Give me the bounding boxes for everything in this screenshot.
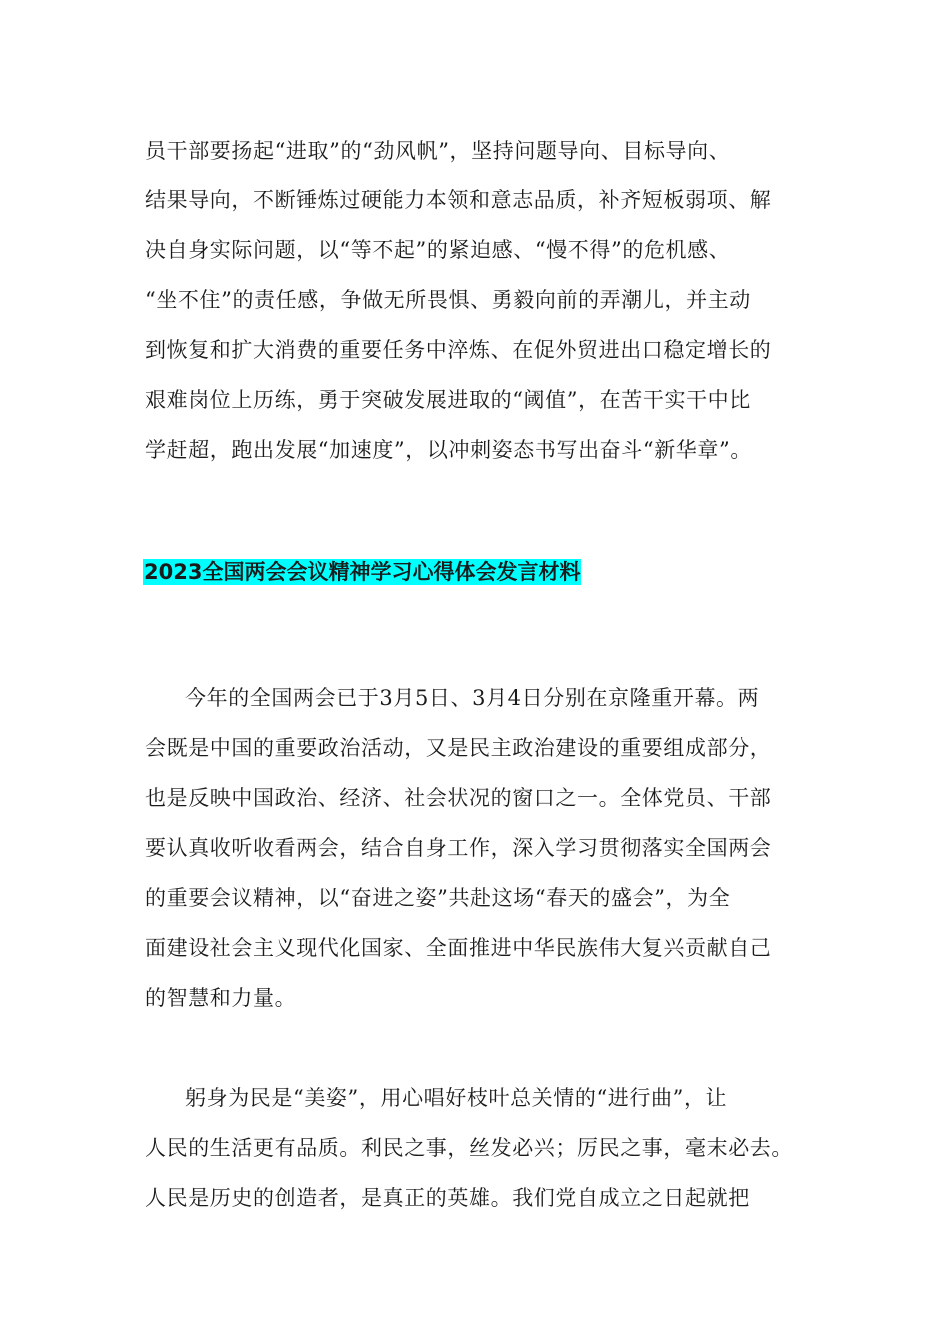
paragraph-1-line-7: 学赶超，跑出发展“加速度”，以冲刺姿态书写出奋斗“新华章”。 [145, 438, 752, 462]
paragraph-3-line-1: 躬身为民是“美姿”，用心唱好枝叶总关情的“进行曲”，让 [185, 1086, 728, 1110]
paragraph-2-line-1: 今年的全国两会已于3月5日、3月4日分别在京隆重开幕。两 [185, 686, 760, 710]
paragraph-3-line-3: 人民是历史的创造者，是真正的英雄。我们党自成立之日起就把 [145, 1186, 750, 1210]
paragraph-1-line-4: “坐不住”的责任感，争做无所畏惧、勇毅向前的弄潮儿，并主动 [145, 288, 751, 312]
paragraph-1-line-1: 员干部要扬起“进取”的“劲风帆”，坚持问题导向、目标导向、 [145, 139, 731, 163]
paragraph-2-line-6: 面建设社会主义现代化国家、全面推进中华民族伟大复兴贡献自己 [145, 936, 772, 960]
paragraph-1-line-2: 结果导向，不断锤炼过硬能力本领和意志品质，补齐短板弱项、解 [145, 188, 772, 212]
paragraph-2-line-4: 要认真收听收看两会，结合自身工作，深入学习贯彻落实全国两会 [145, 836, 772, 860]
section-heading [143, 558, 581, 586]
paragraph-2-line-2: 会既是中国的重要政治活动，又是民主政治建设的重要组成部分， [145, 736, 772, 760]
paragraph-2-line-7: 的智慧和力量。 [145, 986, 297, 1010]
paragraph-1-line-6: 艰难岗位上历练，勇于突破发展进取的“阈值”，在苦干实干中比 [145, 388, 751, 412]
paragraph-3-line-2: 人民的生活更有品质。利民之事，丝发必兴；厉民之事，毫末必去。 [145, 1136, 793, 1160]
paragraph-1-line-5: 到恢复和扩大消费的重要任务中淬炼、在促外贸进出口稳定增长的 [145, 338, 772, 362]
paragraph-2-line-5: 的重要会议精神，以“奋进之姿”共赴这场“春天的盛会”，为全 [145, 886, 731, 910]
paragraph-1-line-3: 决自身实际问题，以“等不起”的紧迫感、“慢不得”的危机感、 [145, 238, 731, 262]
paragraph-2-line-3: 也是反映中国政治、经济、社会状况的窗口之一。全体党员、干部 [145, 786, 772, 810]
section-heading-text: 2023全国两会会议精神学习心得体会发言材料 [144, 560, 581, 584]
